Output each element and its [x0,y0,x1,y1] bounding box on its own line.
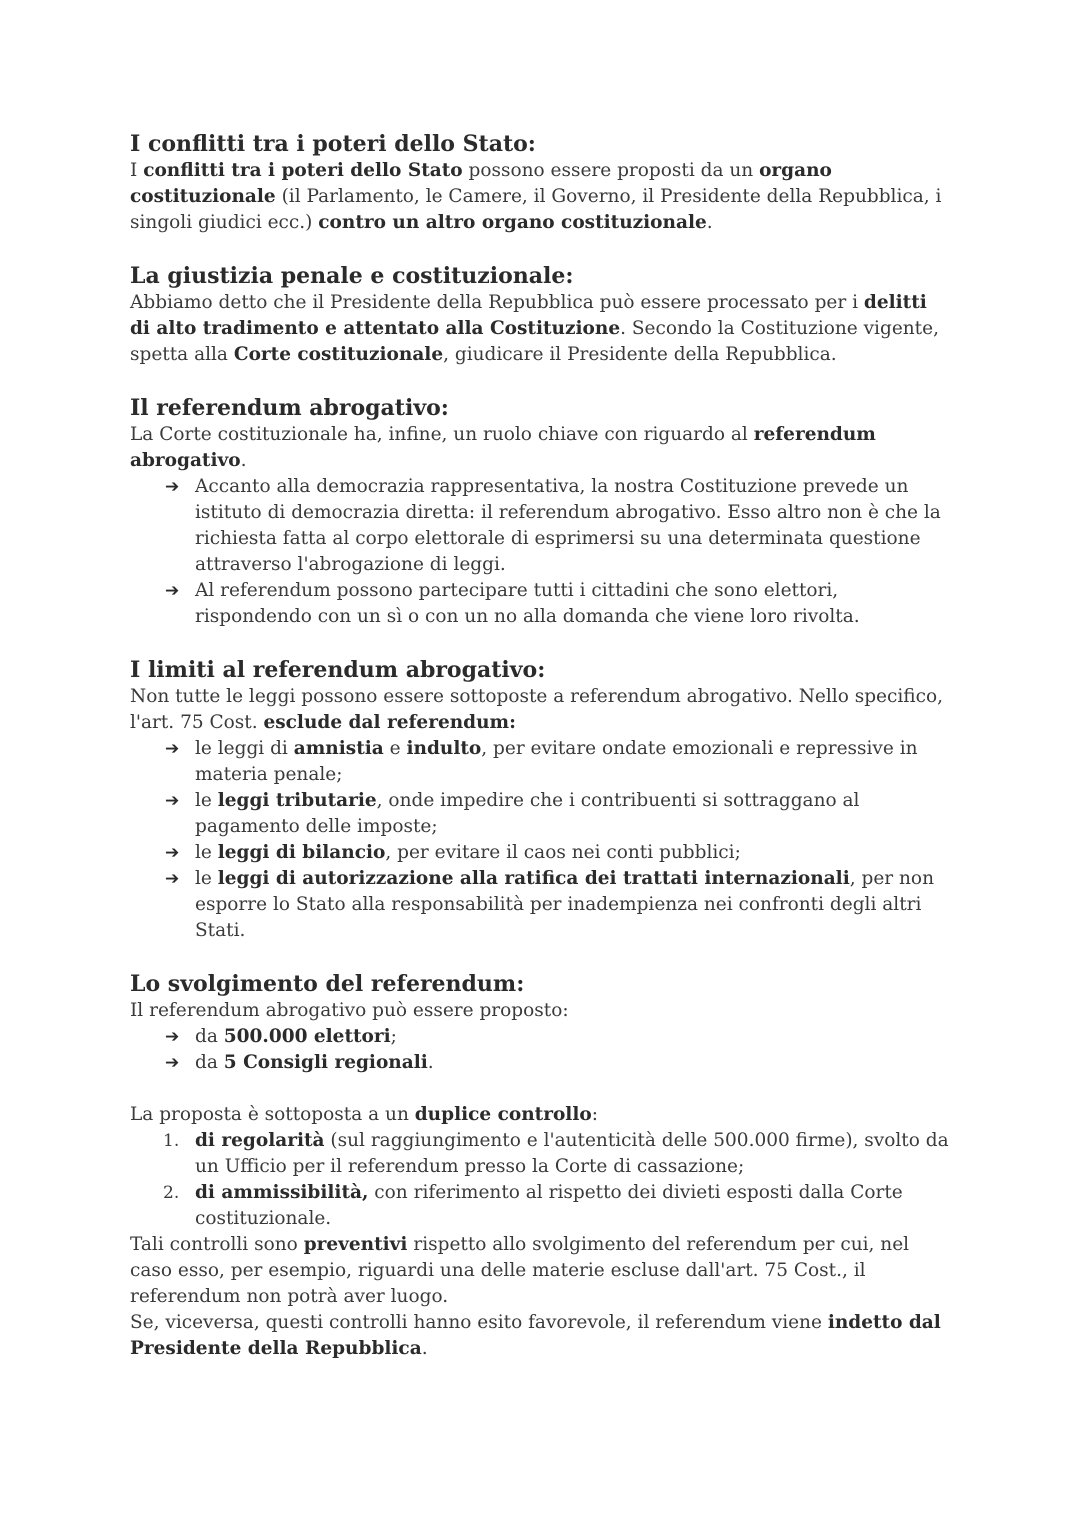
bold-text: leggi tributarie [217,790,377,811]
arrow-right-icon: ➔ [165,581,180,601]
text: , per evitare il caos nei conti pubblici; [385,842,741,863]
bold-text: esclude dal referendum: [263,712,516,733]
text: Abbiamo detto che il Presidente della Repubblica può essere processato per i [130,292,864,313]
text: le leggi di [195,738,294,759]
bold-text: contro un altro organo costituzionale [318,212,707,233]
bullet-list [130,1024,950,1076]
section-title: I conflitti tra i poteri dello Stato: [130,131,536,157]
text: rispetto allo svolgimento del referendum per cui, nel caso esso, per esempio, riguardi una delle materie escluse dall'art. 75 Cost., il referendum non potrà aver luogo. [130,1234,910,1307]
arrow-right-icon: ➔ [165,869,180,889]
section-paragraph [130,684,950,736]
arrow-right-icon: ➔ [165,791,180,811]
list-item [165,866,950,944]
numbered-list [130,1128,950,1232]
text: : [591,1104,598,1125]
bold-text: di regolarità [195,1130,325,1151]
text: e [383,738,407,759]
section-paragraph [130,1310,950,1362]
spacer [130,1076,950,1102]
item-number: 2. [163,1183,180,1203]
list-item [165,474,950,578]
bold-text: indetto dal Presidente della Repubblica [130,1312,941,1359]
bold-text: leggi di autorizzazione alla ratifica dei trattati internazionali [217,868,850,889]
text: (sul raggiungimento e l'autenticità delle 500.000 firme), svolto da un Ufficio per il referendum presso la Corte di cassazione; [195,1130,949,1177]
text: ; [390,1026,397,1047]
list-item [165,788,950,840]
section-paragraph [130,290,950,368]
bullet-list [130,474,950,630]
arrow-right-icon: ➔ [165,739,180,759]
bold-text: referendum abrogativo [130,424,876,471]
arrow-right-icon: ➔ [165,1027,180,1047]
section-paragraph [130,158,950,236]
text: le [195,790,218,811]
arrow-right-icon: ➔ [165,1053,180,1073]
section-conflitti [130,130,950,236]
text: . [421,1338,428,1359]
text: Tali controlli sono [130,1234,304,1255]
text: , per non esporre lo Stato alla responsabilità per inadempienza nei confronti degli altri Stati. [195,868,934,941]
text: (il Parlamento, le Camere, il Governo, il Presidente della Repubblica, i singoli giudici ecc.) [130,186,942,233]
bold-text: 5 Consigli regionali [223,1052,428,1073]
text: le [195,842,218,863]
text: . [706,212,713,233]
text: , giudicare il Presidente della Repubblica. [443,344,837,365]
bold-text: organo costituzionale [130,160,832,207]
section-title: La giustizia penale e costituzionale: [130,263,574,289]
section-paragraph: Il referendum abrogativo può essere proposto: [130,1000,569,1021]
section-paragraph [130,1102,950,1128]
bold-text: conflitti tra i poteri dello Stato [143,160,463,181]
bold-text: indulto [406,738,482,759]
section-title: Il referendum abrogativo: [130,395,449,421]
text: . Secondo la Costituzione vigente, spetta alla [130,318,939,365]
list-item [165,1050,950,1076]
bold-text: di ammissibilità, [195,1182,369,1203]
text: , per evitare ondate emozionali e repressive in materia penale; [195,738,918,785]
text: da [195,1026,224,1047]
section-svolgimento [130,970,950,1362]
text: La Corte costituzionale ha, infine, un ruolo chiave con riguardo al [130,424,754,445]
text: . [240,450,247,471]
bold-text: preventivi [303,1234,408,1255]
text: le [195,868,218,889]
bold-text: delitti di alto tradimento e attentato alla Costituzione [130,292,927,339]
bold-text: Corte costituzionale [233,344,444,365]
section-giustizia [130,262,950,368]
list-item [165,736,950,788]
list-item [165,1128,950,1180]
text: possono essere proposti da un [462,160,760,181]
text: da [195,1052,224,1073]
bold-text: duplice controllo [414,1104,592,1125]
section-limiti [130,656,950,944]
section-title: I limiti al referendum abrogativo: [130,657,546,683]
text: con riferimento al rispetto dei divieti esposti dalla Corte costituzionale. [195,1182,903,1229]
list-item [165,840,950,866]
arrow-right-icon: ➔ [165,843,180,863]
text: Al referendum possono partecipare tutti i cittadini che sono elettori, rispondendo con un sì o con un no alla domanda che viene loro rivolta. [195,580,860,627]
item-number: 1. [163,1131,180,1151]
section-paragraph [130,422,950,474]
text: La proposta è sottoposta a un [130,1104,415,1125]
text: Non tutte le leggi possono essere sottoposte a referendum abrogativo. Nello specifico, l'art. 75 Cost. [130,686,943,733]
text: I [130,160,144,181]
list-item [165,1180,950,1232]
text: Se, viceversa, questi controlli hanno esito favorevole, il referendum viene [130,1312,828,1333]
text: , onde impedire che i contribuenti si sottraggano al pagamento delle imposte; [195,790,860,837]
section-paragraph [130,1232,950,1310]
list-item [165,1024,950,1050]
arrow-right-icon: ➔ [165,477,180,497]
bold-text: amnistia [293,738,384,759]
section-title: Lo svolgimento del referendum: [130,971,525,997]
text: . [427,1052,434,1073]
bold-text: leggi di bilancio [217,842,386,863]
text: Accanto alla democrazia rappresentativa, la nostra Costituzione prevede un istituto di democrazia diretta: il referendum abrogativo. Esso altro non è che la richiesta fatta al corpo elettorale di esprimersi su una determinata questione attraverso l'abrogazione di leggi. [195,476,941,575]
bold-text: 500.000 elettori [223,1026,391,1047]
section-referendum [130,394,950,630]
bullet-list [130,736,950,944]
list-item [165,578,950,630]
